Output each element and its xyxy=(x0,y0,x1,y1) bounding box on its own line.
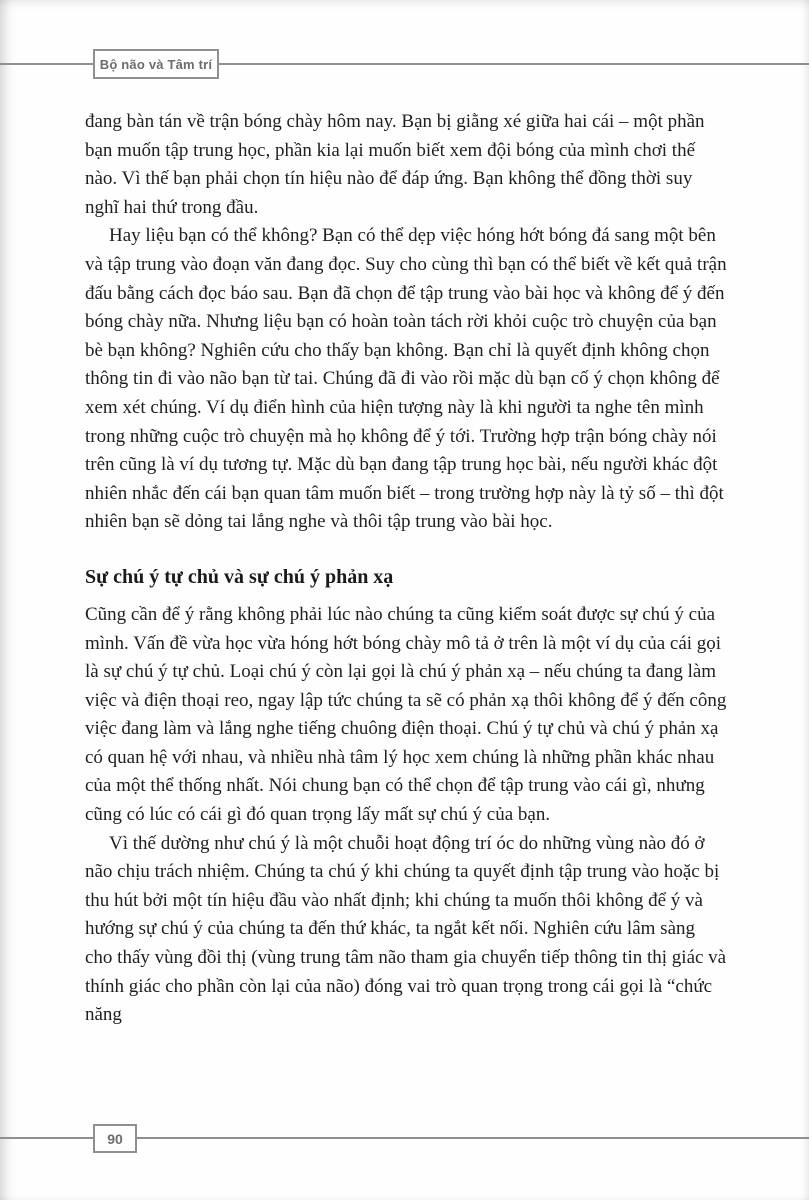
header-title-box xyxy=(93,49,219,79)
book-title: Bộ não và Tâm trí xyxy=(99,56,213,72)
page-number: 90 xyxy=(107,1130,123,1147)
running-footer xyxy=(0,1118,809,1178)
paragraph: Hay liệu bạn có thể không? Bạn có thể dẹp việc hóng hớt bóng đá sang một bên và tập trung vào đoạn văn đang đọc. Suy cho cùng thì bạn có thể biết về kết quả trận đấu bằng cách đọc báo sau. Bạn đã chọn để tập trung vào bài học và không để ý đến bóng chày nữa. Nhưng liệu bạn có hoàn toàn tách rời khỏi cuộc trò chuyện của bạn bè bạn không? Nghiên cứu cho thấy bạn không. Bạn chỉ là quyết định không chọn thông tin đi vào não bạn từ tai. Chúng đã đi vào rồi mặc dù bạn cố ý chọn không để xem xét chúng. Ví dụ điển hình của hiện tượng này là khi người ta nghe tên mình trong những cuộc trò chuyện mà họ không để ý tới. Trường hợp trận bóng chày nói trên cũng là ví dụ tương tự. Mặc dù bạn đang tập trung học bài, nếu người khác đột nhiên nhắc đến cái bạn quan tâm muốn biết – trong trường hợp này là tỷ số – thì đột nhiên bạn sẽ dỏng tai lắng nghe và thôi tập trung vào bài học. xyxy=(85,225,727,533)
paragraph: Vì thế dường như chú ý là một chuỗi hoạt động trí óc do những vùng nào đó ở não chịu trách nhiệm. Chúng ta chú ý khi chúng ta quyết định tập trung vào hoặc bị thu hút bởi một tín hiệu đầu vào nhất định; khi chúng ta muốn thôi không để ý và hướng sự chú ý của chúng ta đến thứ khác, ta ngắt kết nối. Nghiên cứu lâm sàng cho thấy vùng đồi thị (vùng trung tâm não tham gia chuyển tiếp thông tin thị giác và thính giác cho phần còn lại của não) đóng vai trò quan trọng trong cái gọi là “chức năng xyxy=(85,832,727,1026)
page-body-text xyxy=(85,108,727,1030)
section-heading: Sự chú ý tự chủ và sự chú ý phản xạ xyxy=(85,565,394,588)
paragraph: Cũng cần để ý rằng không phải lúc nào chúng ta cũng kiểm soát được sự chú ý của mình. Vấn đề vừa học vừa hóng hớt bóng chày mô tả ở trên là một ví dụ của cái gọi là sự chú ý tự chủ. Loại chú ý còn lại gọi là chú ý phản xạ – nếu chúng ta đang làm việc và điện thoại reo, ngay lập tức chúng ta sẽ có phản xạ thôi không để ý đến công việc đang làm và lắng nghe tiếng chuông điện thoại. Chú ý tự chủ và chú ý phản xạ có quan hệ với nhau, và nhiều nhà tâm lý học xem chúng là những phần khác nhau của một thể thống nhất. Nói chung bạn có thể chọn để tập trung vào cái gì, nhưng cũng có lúc có cái gì đó quan trọng lấy mất sự chú ý của bạn. xyxy=(85,603,727,826)
page-number-box xyxy=(93,1124,137,1153)
paragraph: đang bàn tán về trận bóng chày hôm nay. Bạn bị giằng xé giữa hai cái – một phần bạn muốn tập trung học, phần kia lại muốn biết xem đội bóng của mình chơi thế nào. Vì thế bạn phải chọn tín hiệu nào để đáp ứng. Bạn không thể đồng thời suy nghĩ hai thứ trong đầu. xyxy=(85,111,705,218)
running-header xyxy=(0,0,809,90)
